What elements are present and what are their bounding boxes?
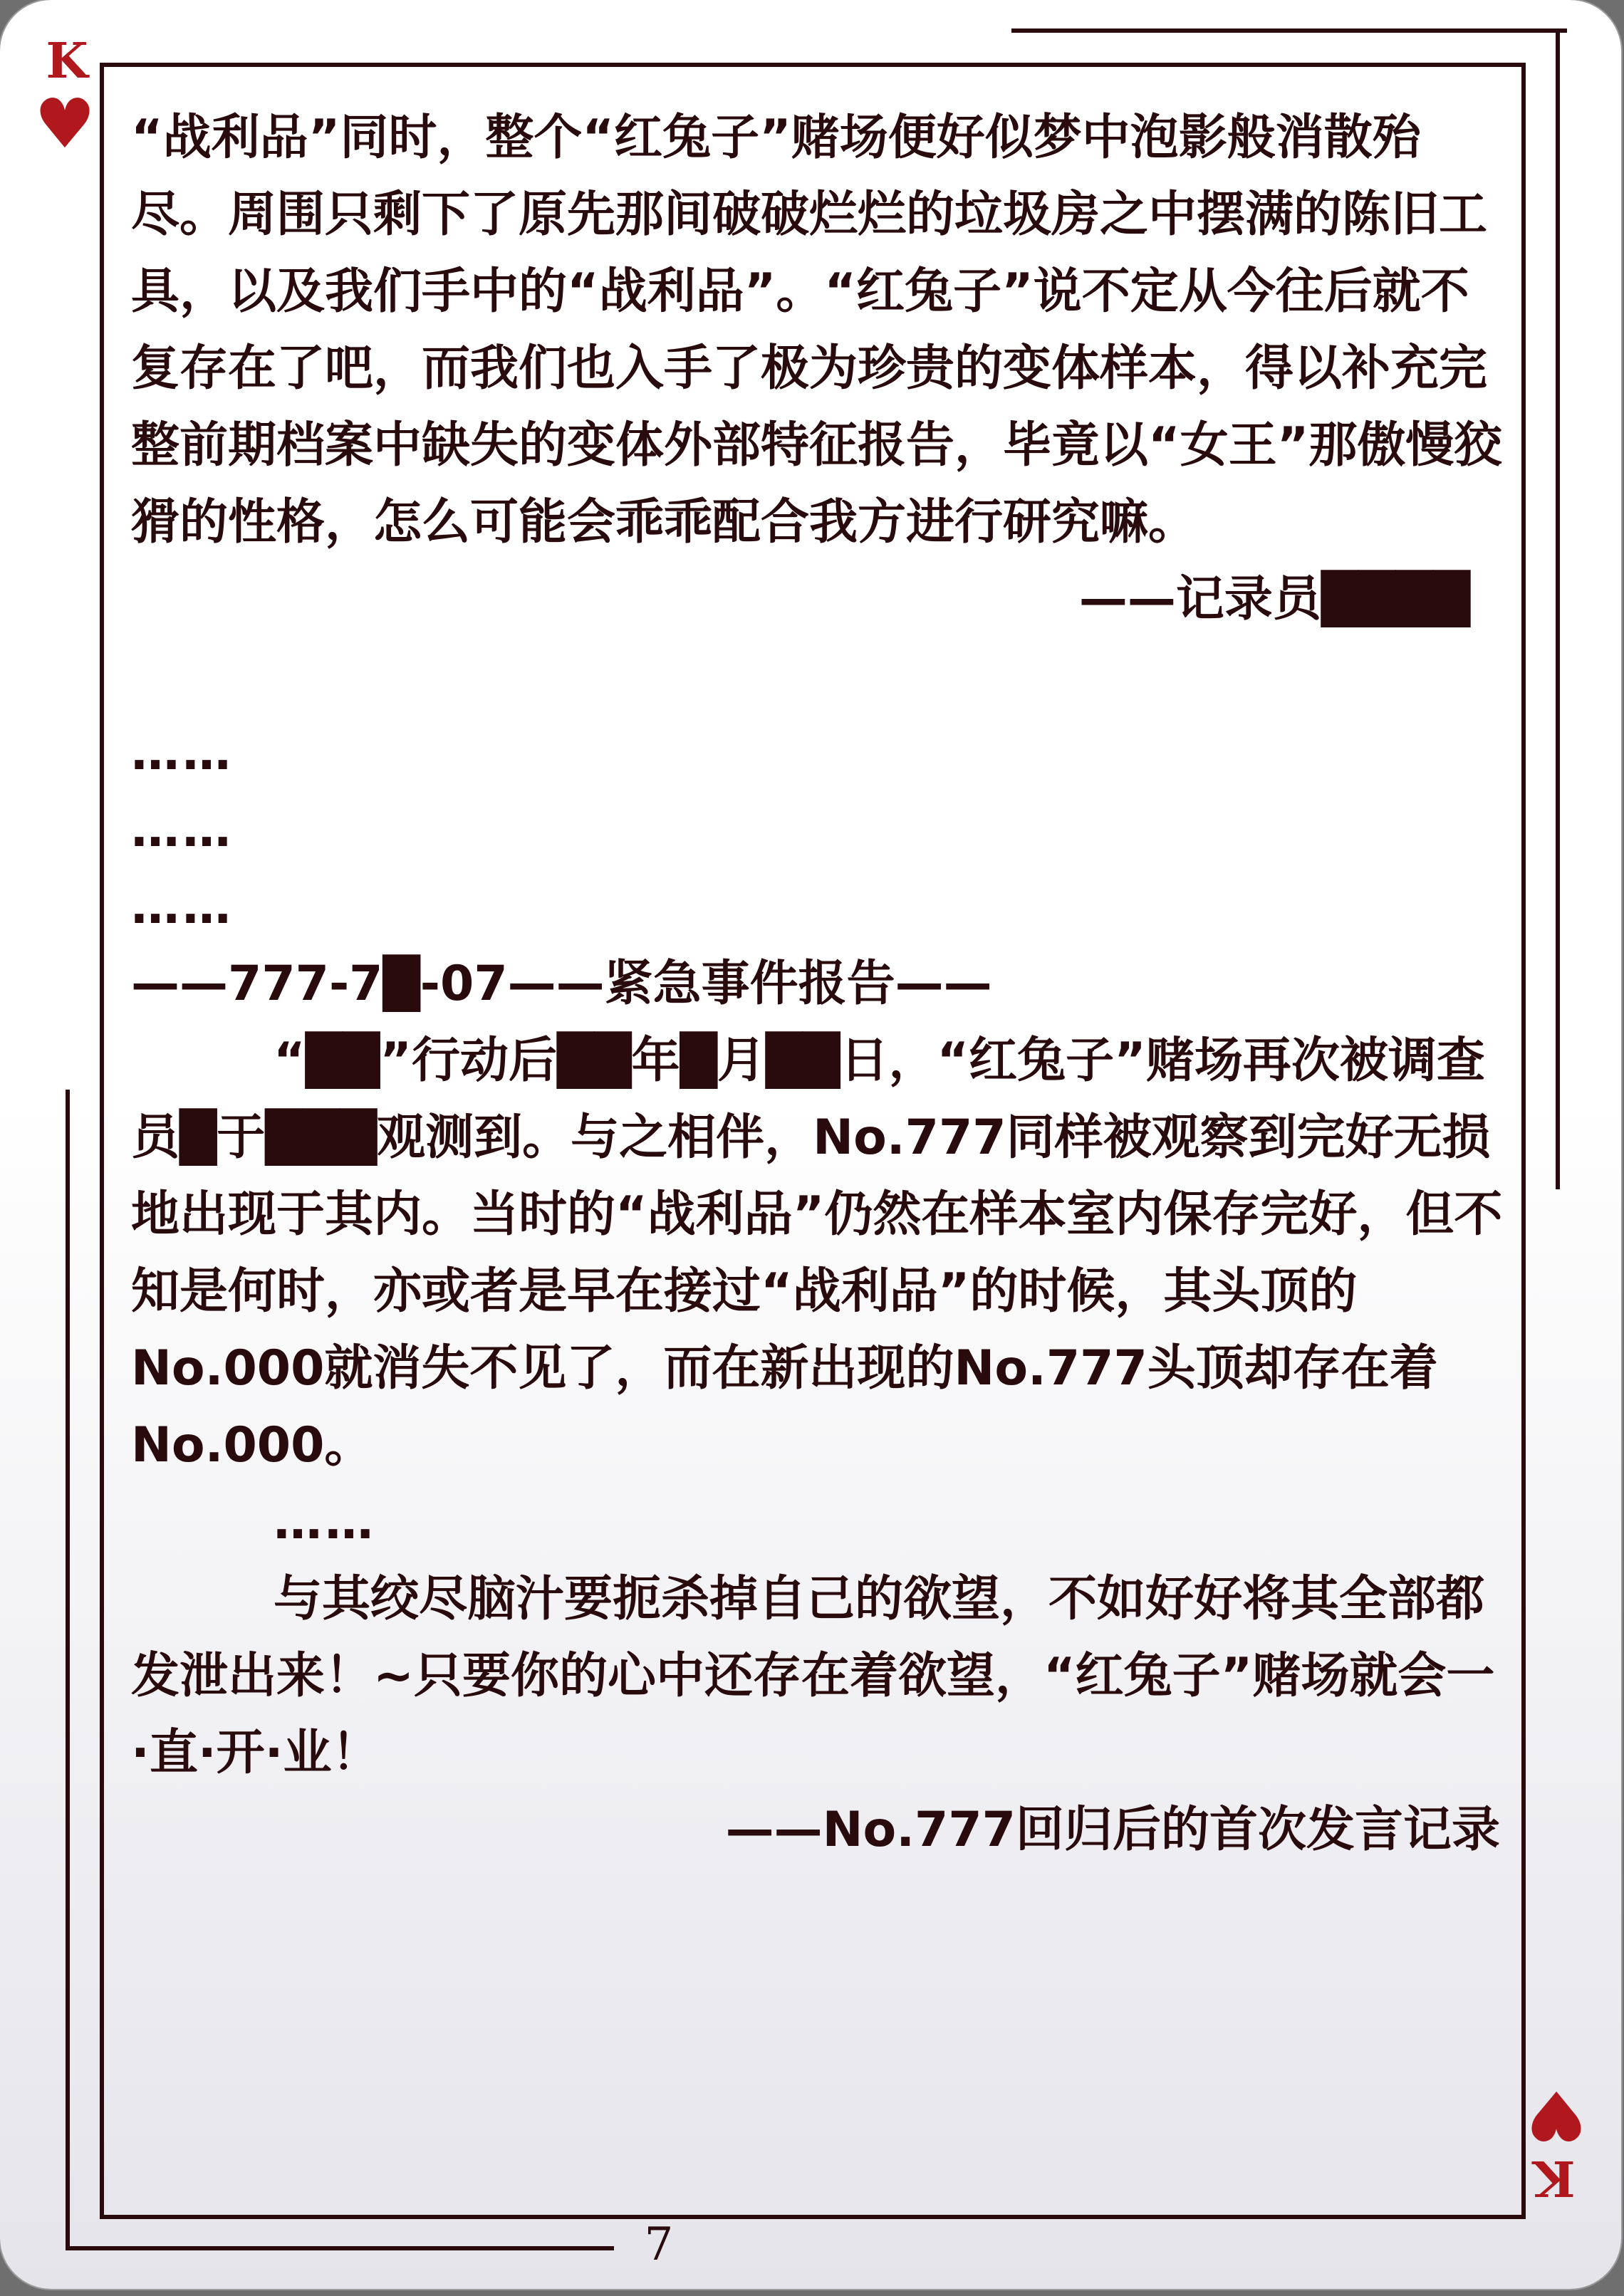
decorative-line-bottom	[66, 2246, 614, 2250]
decorative-line-top	[1011, 28, 1567, 33]
page-content	[131, 100, 1506, 1869]
paragraph-report: “██”行动后██年█月██日，“红兔子”赌场再次被调查员█于███观测到。与之相伴，No.777同样被观察到完好无损地出现于其内。当时的“战利品”仍然在样本室内保存完好，但不知是何时，亦或者是早在接过“战利品”的时候，其头顶的No.000就消失不见了，而在新出现的No.777头顶却存在着No.000。	[131, 1033, 1503, 1473]
ellipsis-line: ……	[131, 879, 234, 935]
heart-icon: ♥	[33, 84, 96, 164]
page-number: 7	[644, 2218, 674, 2271]
report-header: ——777-7█-07——紧急事件报告——	[131, 956, 992, 1012]
paragraph-quote: 与其绞尽脑汁要扼杀掉自己的欲望，不如好好将其全部都发泄出来！~只要你的心中还存在着欲望，“红兔子”赌场就会一·直·开·业！	[131, 1571, 1495, 1781]
decorative-line-right	[1556, 28, 1560, 1189]
heart-icon: ♥	[1525, 2075, 1588, 2155]
card-rank: K	[46, 33, 84, 90]
corner-bottom-right	[1517, 2075, 1596, 2206]
signature-recorder: ——记录员████	[1078, 571, 1470, 627]
decorative-line-left	[66, 1090, 70, 2250]
spacer	[131, 638, 1506, 715]
ellipsis-line: ……	[131, 802, 234, 858]
paragraph-aftermath: “战利品”同时，整个“红兔子”赌场便好似梦中泡影般消散殆尽。周围只剩下了原先那间破破烂烂的垃圾房之中摆满的陈旧工具，以及我们手中的“战利品”。“红兔子”说不定从今往后就不复存在了吧，而我们也入手了极为珍贵的变体样本，得以补充完整前期档案中缺失的变体外部特征报告，毕竟以“女王”那傲慢狡猾的性格，怎么可能会乖乖配合我方进行研究嘛。	[131, 110, 1503, 550]
corner-top-left	[26, 33, 104, 164]
ellipsis-line: ……	[131, 725, 234, 781]
ellipsis-line: ……	[274, 1494, 376, 1550]
signature-quote-source: ——No.777回归后的首次发言记录	[725, 1802, 1500, 1858]
card-rank: K	[1537, 2149, 1576, 2206]
